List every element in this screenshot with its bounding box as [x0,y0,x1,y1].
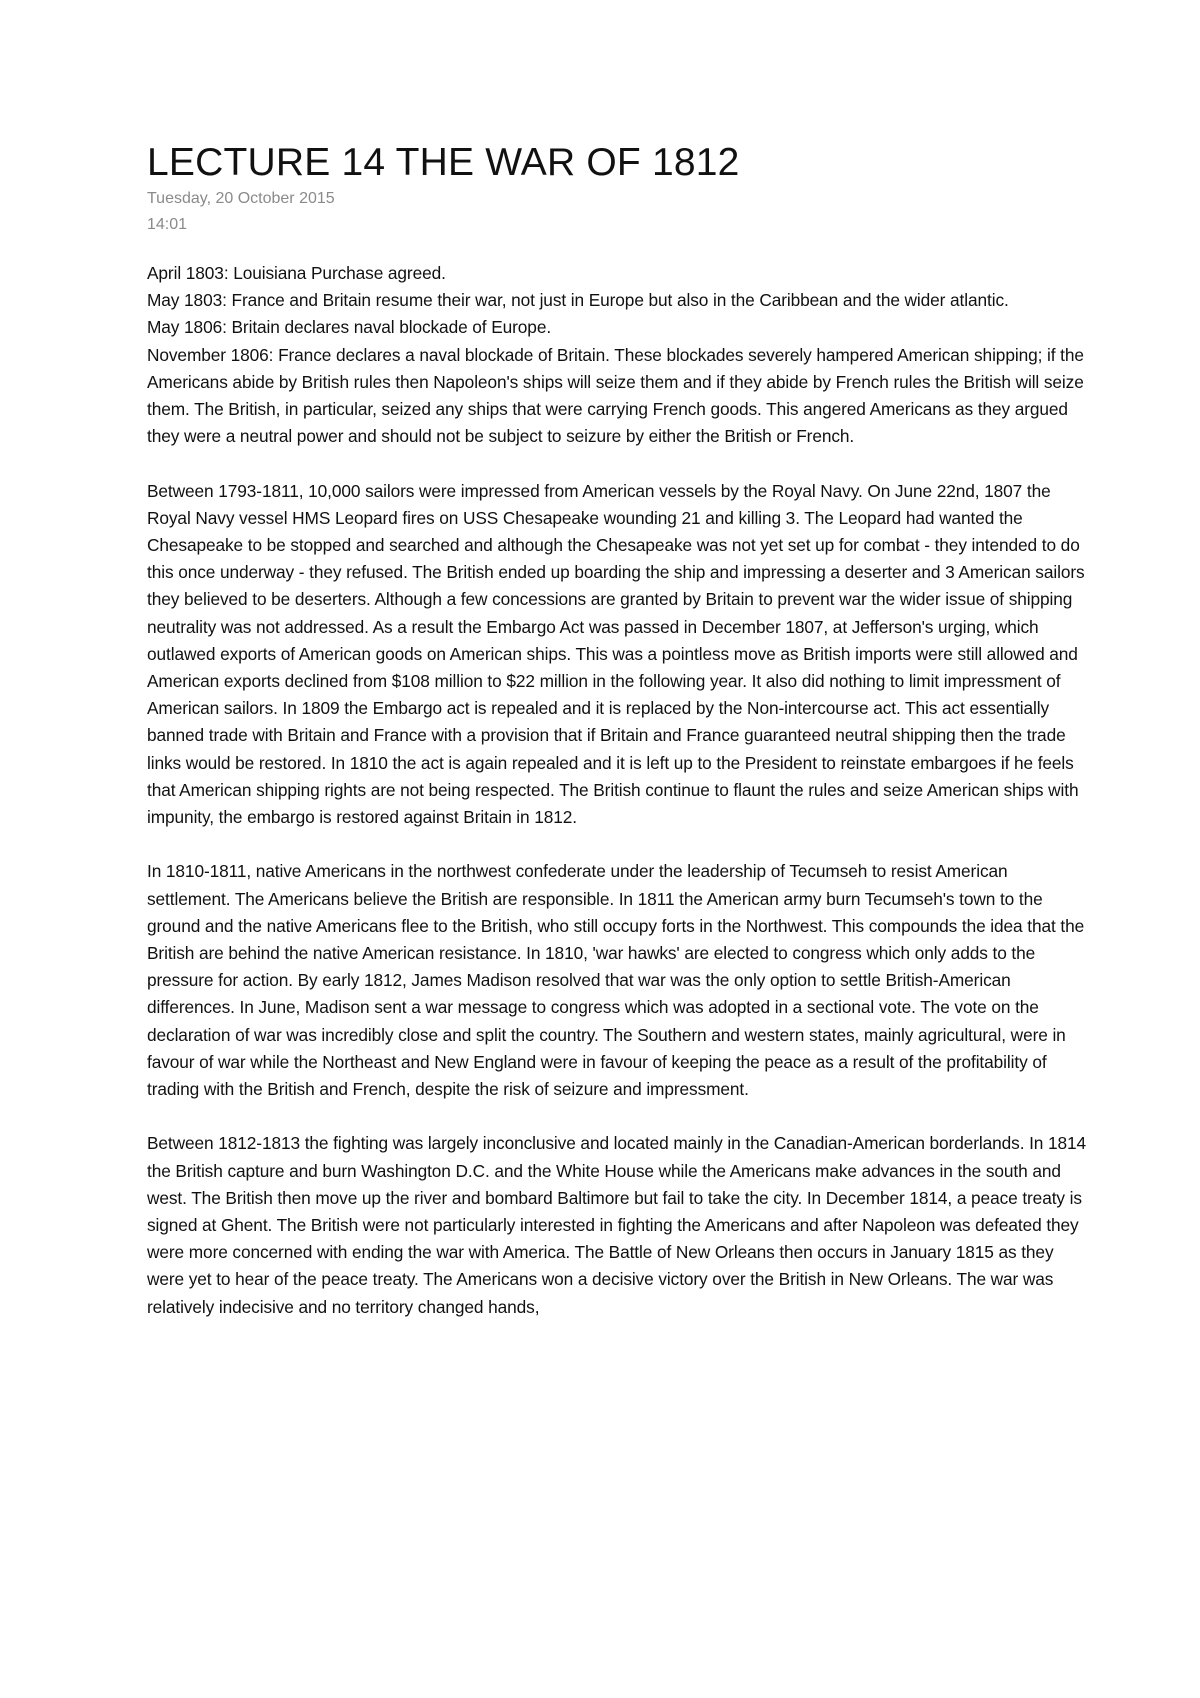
paragraph-spacer [147,1103,1092,1130]
timeline-entry: April 1803: Louisiana Purchase agreed. [147,263,446,283]
note-body [147,260,1092,1321]
timeline-entry: May 1806: Britain declares naval blockade of Europe. [147,317,552,338]
paragraph: Between 1793-1811, 10,000 sailors were impressed from American vessels by the Royal Navy. On June 22nd, 1807 the Royal Navy vessel HMS Leopard fires on USS Chesapeake wounding 21 and killing 3. The Leopard had wanted the Chesapeake to be stopped and searched and although the Chesapeake was not yet set up for combat - they intended to do this once underway - they refused. The British ended up boarding the ship and impressing a deserter and 3 American sailors they believed to be deserters. Although a few concessions are granted by Britain to prevent war the wider issue of shipping neutrality was not addressed. As a result the Embargo Act was passed in December 1807, at Jefferson's urging, which outlawed exports of American goods on American ships. This was a pointless move as British imports were still allowed and American exports declined from $108 million to $22 million in the following year. It also did nothing to limit impressment of American sailors. In 1809 the Embargo act is repealed and it is replaced by the Non-intercourse act. This act essentially banned trade with Britain and France with a provision that if Britain and France guaranteed neutral shipping then the trade links would be restored. In 1810 the act is again repealed and it is left up to the President to reinstate embargoes if he feels that American shipping rights are not being respected. The British continue to flaunt the rules and seize American ships with impunity, the embargo is restored against Britain in 1812. [147,480,1085,828]
timeline-entry: November 1806: France declares a naval blockade of Britain. These blockades severely hampered American shipping; if the Americans abide by British rules then Napoleon's ships will seize them and if they abide by French rules the British will seize them. The British, in particular, seized any ships that were carrying French goods. This angered Americans as they argued they were a neutral power and should not be subject to seizure by either the British or French. [147,344,1084,447]
page-title: LECTURE 14 THE WAR OF 1812 [147,141,740,184]
document-page [147,140,1092,1321]
paragraph: In 1810-1811, native Americans in the northwest confederate under the leadership of Tecumseh to resist American settlement. The Americans believe the British are responsible. In 1811 the American army burn Tecumseh's town to the ground and the native Americans flee to the British, who still occupy forts in the Northwest. This compounds the idea that the British are behind the native American resistance. In 1810, 'war hawks' are elected to congress which only adds to the pressure for action. By early 1812, James Madison resolved that war was the only option to settle British-American differences. In June, Madison sent a war message to congress which was adopted in a sectional vote. The vote on the declaration of war was incredibly close and split the country. The Southern and western states, mainly agricultural, were in favour of war while the Northeast and New England were in favour of keeping the peace as a result of the profitability of trading with the British and French, despite the risk of seizure and impressment. [147,861,1085,1100]
paragraph-spacer [147,450,1092,477]
timeline-entry: May 1803: France and Britain resume their war, not just in Europe but also in the Caribbean and the wider atlantic. [147,290,1009,311]
timeline-list [147,260,1092,450]
note-date: Tuesday, 20 October 2015 [147,190,335,207]
paragraph-spacer [147,831,1092,858]
paragraph: Between 1812-1813 the fighting was largely inconclusive and located mainly in the Canadian-American borderlands. In 1814 the British capture and burn Washington D.C. and the White House while the Americans make advances in the south and west. The British then move up the river and bombard Baltimore but fail to take the city. In December 1814, a peace treaty is signed at Ghent. The British were not particularly interested in fighting the Americans and after Napoleon was defeated they were more concerned with ending the war with America. The Battle of New Orleans then occurs in January 1815 as they were yet to hear of the peace treaty. The Americans won a decisive victory over the British in New Orleans. The war was relatively indecisive and no territory changed hands, [147,1133,1087,1317]
note-time: 14:01 [147,216,188,233]
